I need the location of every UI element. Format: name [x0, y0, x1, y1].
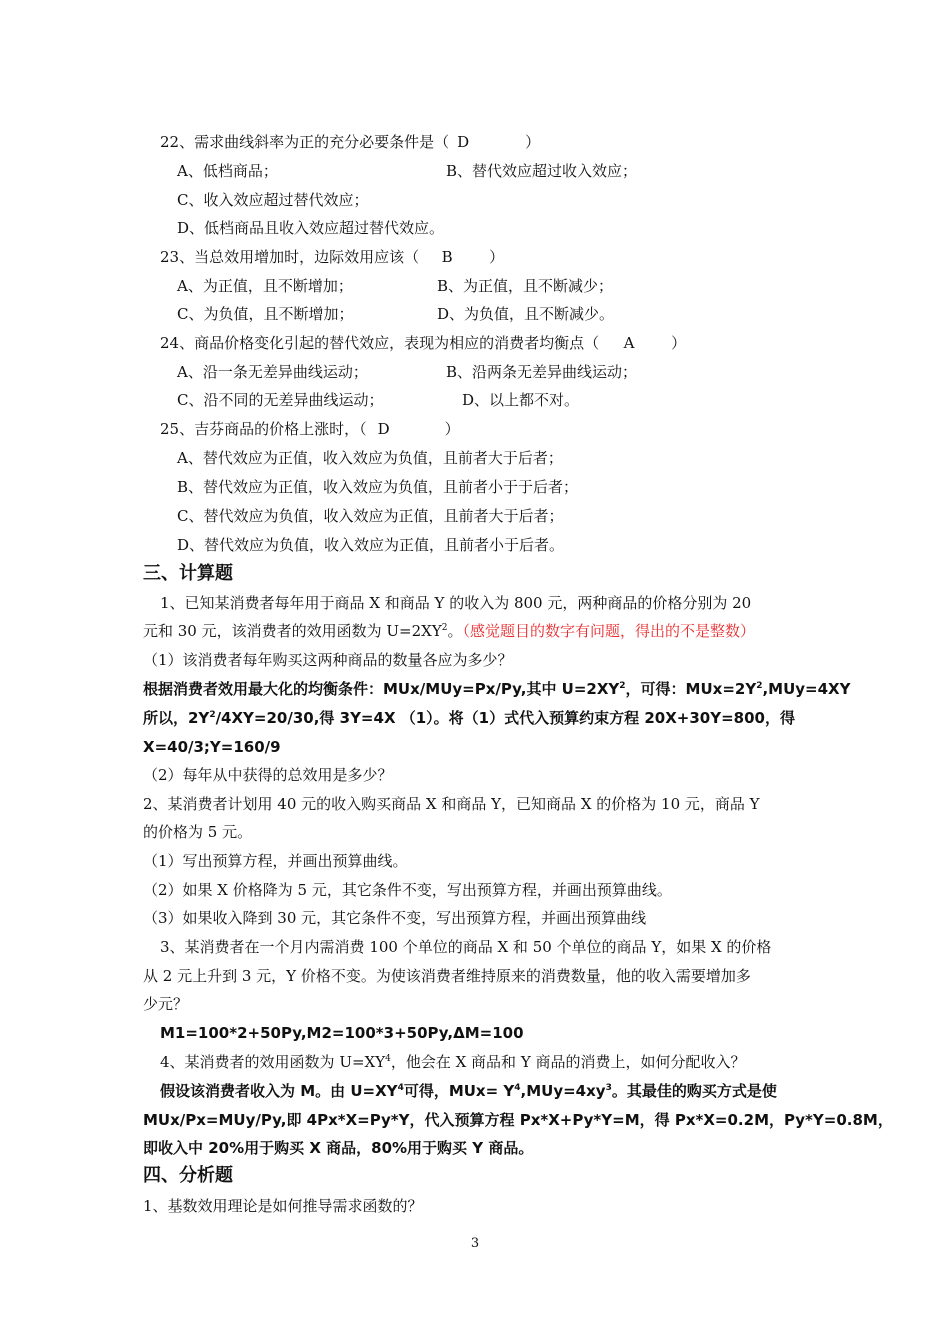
calc-1-utility-sup: 2 [441, 623, 448, 633]
calc-1-answer-text-a: 根据消费者效用最大化的均衡条件：MUx/MUy=Px/Py,其中 U=2XY [143, 680, 620, 698]
q23-option-c: C、为负值，且不断增加； [177, 305, 354, 323]
q22-stem: 22、需求曲线斜率为正的充分必要条件是（ [160, 133, 450, 151]
calc-4-answer-line-3: 即收入中 20%用于购买 X 商品，80%用于购买 Y 商品。 [143, 1139, 534, 1157]
calc-4-sup: 4 [385, 1054, 391, 1064]
calc-4-answer-text-d: 。其最佳的购买方式是使 [611, 1082, 777, 1100]
calc-4-answer-line-2: MUx/Px=MUy/Py,即 4Px*X=Py*Y，代入预算方程 Px*X+Py*Y=M，得 Px*X=0.2M，Py*Y=0.8M， [143, 1111, 893, 1129]
q25-option-a: A、替代效应为正值，收入效应为负值，且前者大于后者； [177, 449, 563, 467]
calc-2-line-2: 的价格为 5 元。 [143, 823, 253, 841]
q22-option-d: D、低档商品且收入效应超过替代效应。 [177, 219, 445, 237]
calc-1-answer-line-3: X=40/3;Y=160/9 [143, 738, 281, 756]
calc-1-line-1: 1、已知某消费者每年用于商品 X 和商品 Y 的收入为 800 元，两种商品的价格分别为 20 [160, 594, 752, 612]
q22-option-a: A、低档商品； [177, 162, 278, 180]
calc-1-question-1: （1）该消费者每年购买这两种商品的数量各应为多少？ [143, 651, 513, 669]
q22-close: ） [525, 133, 541, 151]
calc-2-line-1: 2、某消费者计划用 40 元的收入购买商品 X 和商品 Y，已知商品 X 的价格为 10 元，商品 Y [143, 795, 760, 813]
q25-option-c: C、替代效应为负值，收入效应为正值，且前者大于后者； [177, 507, 564, 525]
calc-4-answer-sup-2: 4 [514, 1083, 521, 1093]
q25-option-d: D、替代效应为负值，收入效应为正值，且前者小于后者。 [177, 536, 565, 554]
calc-4-answer-sup-3: 3 [605, 1083, 612, 1093]
q23-stem-line [160, 247, 504, 267]
calc-1-period: 。 [447, 622, 463, 640]
page-number: 3 [470, 1236, 480, 1251]
calc-1-question-2: （2）每年从中获得的总效用是多少？ [143, 766, 393, 784]
calc-4-answer-text-a: 假设该消费者收入为 M。由 U=XY [160, 1082, 398, 1100]
calc-1-answer-line-2 [143, 708, 795, 728]
q22-option-c: C、收入效应超过替代效应； [177, 191, 369, 209]
q25-option-b: B、替代效应为正值，收入效应为负值，且前者小于于后者； [177, 478, 579, 496]
q23-stem: 23、当总效用增加时，边际效用应该（ [160, 248, 420, 266]
calc-4-text-b: ，他会在 X 商品和 Y 商品的消费上，如何分配收入？ [390, 1053, 746, 1071]
calc-1-answer-text-b: ，可得：MUx=2Y [625, 680, 757, 698]
section-3-title: 三、计算题 [143, 563, 233, 584]
q25-close: ） [444, 420, 460, 438]
q22-answer: D [457, 133, 470, 151]
calc-3-line-1: 3、某消费者在一个月内需消费 100 个单位的商品 X 和 50 个单位的商品 Y，如果 X 的价格 [160, 938, 772, 956]
calc-2-question-2: （2）如果 X 价格降为 5 元，其它条件不变，写出预算方程，并画出预算曲线。 [143, 881, 672, 899]
q22-option-b: B、替代效应超过收入效应； [446, 162, 638, 180]
calc-3-line-2: 从 2 元上升到 3 元，Y 价格不变。为使该消费者维持原来的消费数量，他的收入需要增加多 [143, 967, 751, 985]
calc-1-utility-text: 元和 30 元，该消费者的效用函数为 U=2XY [143, 622, 442, 640]
calc-4-text-a: 4、某消费者的效用函数为 U=XY [160, 1053, 386, 1071]
calc-3-line-3: 少元？ [143, 995, 189, 1013]
calc-4-answer-text-c: ,MUy=4xy [520, 1082, 606, 1100]
q25-stem: 25、吉芬商品的价格上涨时，（ [160, 420, 367, 438]
q23-option-b: B、为正值，且不断减少； [437, 277, 614, 295]
calc-1-answer-text-c: ,MUy=4XY [762, 680, 851, 698]
calc-1-answer-sup-b: 2 [756, 681, 763, 691]
calc-4-answer-line-1 [160, 1081, 777, 1101]
calc-1-answer-sup-a: 2 [619, 681, 626, 691]
calc-2-question-1: （1）写出预算方程，并画出预算曲线。 [143, 852, 408, 870]
q23-close: ） [489, 248, 505, 266]
q24-option-b: B、沿两条无差异曲线运动； [446, 363, 638, 381]
calc-1-answer2-text-a: 所以，2Y [143, 709, 210, 727]
calc-1-answer-line-1 [143, 679, 850, 699]
q23-answer: B [441, 248, 453, 266]
q24-stem: 24、商品价格变化引起的替代效应，表现为相应的消费者均衡点（ [160, 334, 600, 352]
q24-option-c: C、沿不同的无差异曲线运动； [177, 391, 384, 409]
analysis-question-1: 1、基数效用理论是如何推导需求函数的？ [143, 1197, 423, 1215]
q25-stem-line [160, 419, 460, 439]
calc-1-answer2-text-b: /4XY=20/30,得 3Y=4X （1）。将（1）式代入预算约束方程 20X+30Y=800，得 [215, 709, 795, 727]
calc-1-red-note: （感觉题目的数字有问题，得出的不是整数） [462, 622, 755, 640]
calc-2-question-3: （3）如果收入降到 30 元，其它条件不变，写出预算方程，并画出预算曲线 [143, 909, 647, 927]
q24-answer: A [623, 334, 635, 352]
calc-1-answer2-sup: 2 [209, 710, 216, 720]
calc-4-line [160, 1052, 746, 1072]
q24-option-a: A、沿一条无差异曲线运动； [177, 363, 368, 381]
calc-3-answer: M1=100*2+50Py,M2=100*3+50Py,ΔM=100 [160, 1024, 524, 1042]
q24-stem-line [160, 333, 686, 353]
calc-4-answer-text-b: 可得，MUx= Y [403, 1082, 515, 1100]
calc-4-answer-sup-1: 4 [397, 1083, 404, 1093]
section-4-title: 四、分析题 [143, 1165, 233, 1186]
q24-option-d: D、以上都不对。 [462, 391, 580, 409]
calc-1-line-2 [143, 621, 755, 641]
q24-close: ） [671, 334, 687, 352]
q22-stem-line [160, 132, 540, 152]
q23-option-d: D、为负值，且不断减少。 [437, 305, 615, 323]
q23-option-a: A、为正值，且不断增加； [177, 277, 353, 295]
q25-answer: D [377, 420, 390, 438]
